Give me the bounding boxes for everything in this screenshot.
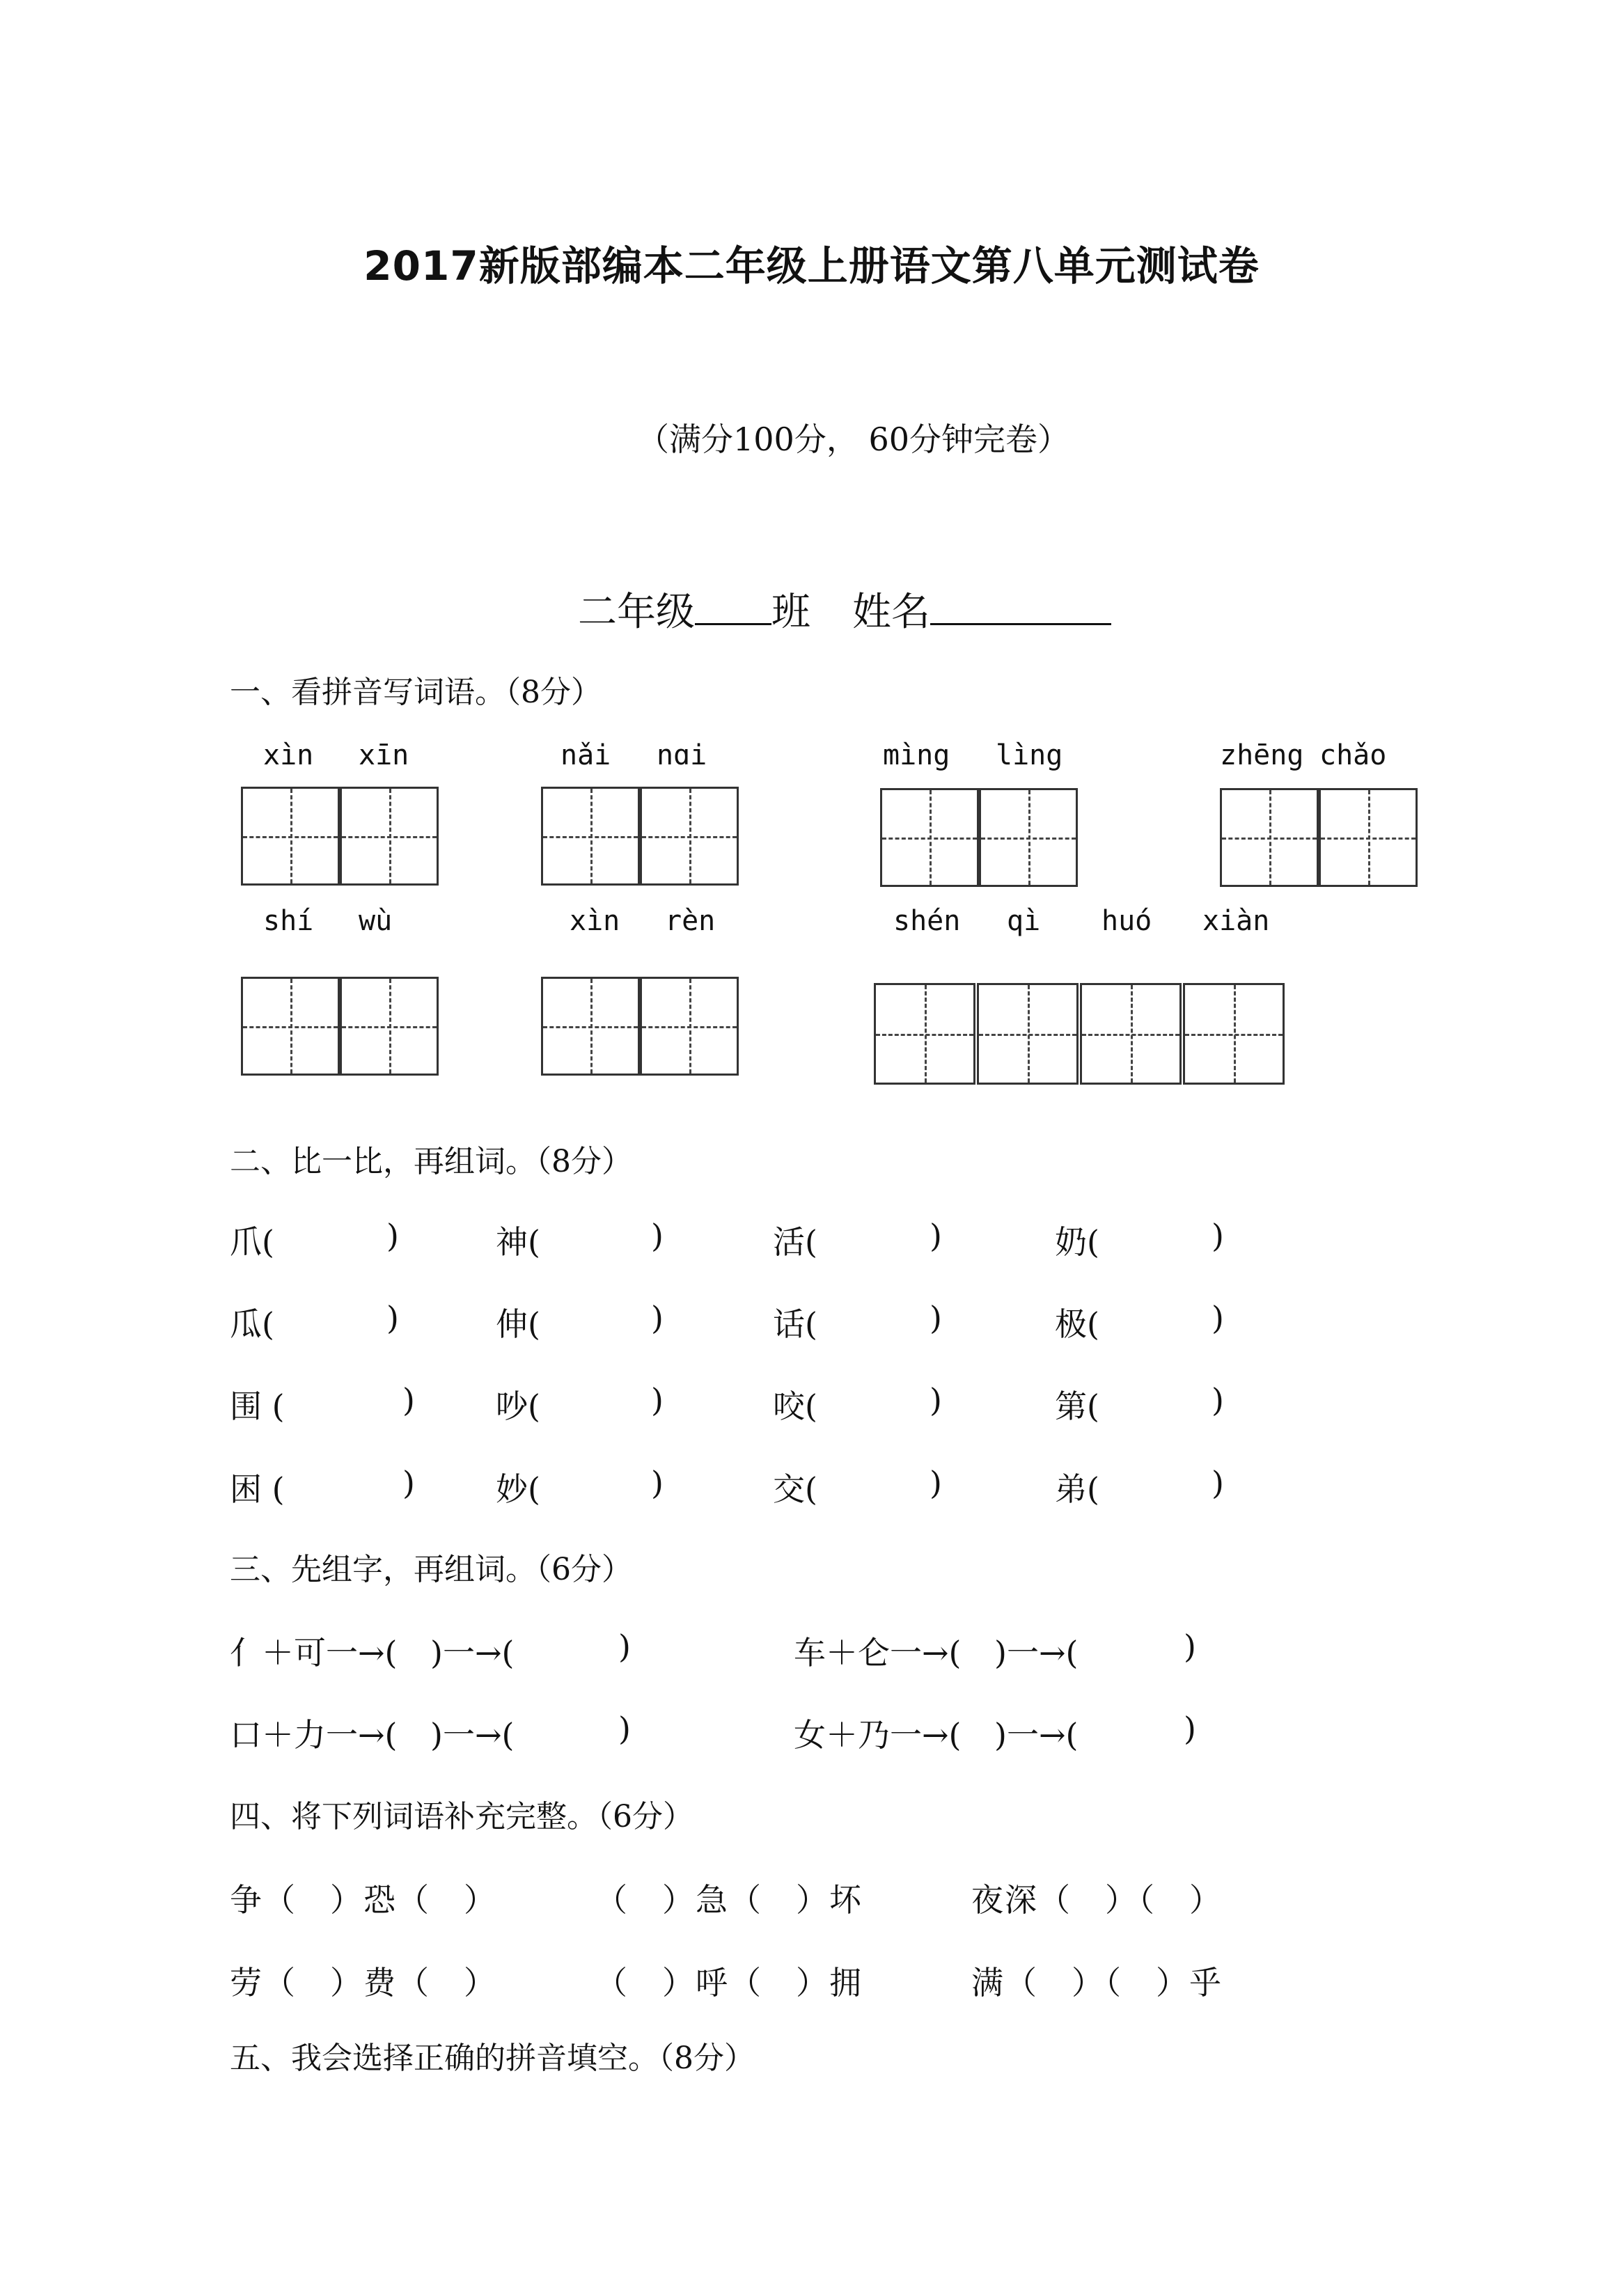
compare-char: 妙( xyxy=(496,1470,540,1508)
pinyin: wù xyxy=(359,905,393,937)
compare-blank-close: ) xyxy=(402,1381,415,1419)
pinyin: nǎi xyxy=(560,739,611,771)
writing-box[interactable] xyxy=(1080,983,1182,1085)
compare-char: 活( xyxy=(773,1223,817,1261)
combine-arrow: )一→( xyxy=(430,1634,515,1672)
section-5-heading: 五、我会选择正确的拼音填空。（8分） xyxy=(230,2041,755,2076)
writing-box[interactable] xyxy=(241,977,340,1076)
section-3-heading: 三、先组字，再组词。（6分） xyxy=(230,1552,632,1587)
pinyin: xiàn xyxy=(1202,905,1270,937)
combine-arrow: )一→( xyxy=(994,1634,1079,1672)
writing-box[interactable] xyxy=(640,787,739,886)
idiom-item: 满（ ）（ ）乎 xyxy=(971,1964,1223,2002)
compare-blank-close: ) xyxy=(651,1381,664,1419)
compare-blank-close: ) xyxy=(651,1217,664,1255)
compare-char: 咬( xyxy=(773,1387,817,1425)
combine-arrow: )一→( xyxy=(430,1716,515,1754)
combine-close: ) xyxy=(618,1710,631,1747)
combine-close: ) xyxy=(1184,1628,1196,1665)
writing-box[interactable] xyxy=(640,977,739,1076)
name-label: 姓名 xyxy=(852,590,930,635)
compare-blank-close: ) xyxy=(930,1217,942,1255)
compare-blank-close: ) xyxy=(402,1464,415,1502)
section-4-heading: 四、将下列词语补充完整。（6分） xyxy=(230,1799,693,1834)
compare-blank-close: ) xyxy=(1212,1381,1224,1419)
pinyin: nɑi xyxy=(657,739,707,771)
writing-box[interactable] xyxy=(979,788,1078,887)
student-info-line xyxy=(578,581,1111,637)
compare-char: 极( xyxy=(1055,1305,1099,1343)
class-label: 班 xyxy=(771,590,810,635)
writing-box[interactable] xyxy=(541,977,640,1076)
compare-blank-close: ) xyxy=(386,1299,399,1337)
name-blank[interactable] xyxy=(930,586,1111,625)
compare-blank-close: ) xyxy=(1212,1217,1224,1255)
combine-formula: 女＋乃一→( xyxy=(794,1716,962,1754)
compare-char: 弟( xyxy=(1055,1470,1099,1508)
compare-char: 奶( xyxy=(1055,1223,1099,1261)
writing-box[interactable] xyxy=(241,787,340,886)
writing-box[interactable] xyxy=(977,983,1079,1085)
combine-formula: 口＋力一→( xyxy=(230,1716,398,1754)
compare-char: 神( xyxy=(496,1223,540,1261)
writing-box[interactable] xyxy=(1220,788,1319,887)
combine-close: ) xyxy=(1184,1710,1196,1747)
class-blank[interactable] xyxy=(695,586,771,625)
pinyin: chǎo xyxy=(1319,739,1387,771)
writing-box[interactable] xyxy=(880,788,979,887)
idiom-item: 争（ ）恐（ ） xyxy=(230,1881,497,1919)
compare-blank-close: ) xyxy=(651,1299,664,1337)
writing-box[interactable] xyxy=(1319,788,1418,887)
pinyin: xīn xyxy=(359,739,409,771)
compare-char: 爪( xyxy=(230,1223,274,1261)
pinyin: mìng xyxy=(883,739,950,771)
pinyin: shí xyxy=(263,905,314,937)
compare-blank-close: ) xyxy=(930,1464,942,1502)
writing-box[interactable] xyxy=(1183,983,1285,1085)
section-1-heading: 一、看拼音写词语。（8分） xyxy=(230,675,602,710)
pinyin: qì xyxy=(1007,905,1041,937)
writing-box[interactable] xyxy=(340,977,439,1076)
compare-blank-close: ) xyxy=(651,1464,664,1502)
pinyin: rèn xyxy=(665,905,716,937)
grade-label: 二年级 xyxy=(578,590,695,635)
idiom-item: 劳（ ）费（ ） xyxy=(230,1964,497,2002)
pinyin: shén xyxy=(893,905,961,937)
combine-arrow: )一→( xyxy=(994,1716,1079,1754)
compare-char: 话( xyxy=(773,1305,817,1343)
idiom-item: （ ）呼（ ）拥 xyxy=(595,1964,863,2002)
compare-char: 困 ( xyxy=(230,1470,285,1508)
section-2-heading: 二、比一比，再组词。（8分） xyxy=(230,1144,632,1179)
compare-char: 伸( xyxy=(496,1305,540,1343)
compare-char: 瓜( xyxy=(230,1305,274,1343)
compare-char: 交( xyxy=(773,1470,817,1508)
compare-blank-close: ) xyxy=(386,1217,399,1255)
compare-char: 第( xyxy=(1055,1387,1099,1425)
combine-formula: 车＋仑一→( xyxy=(794,1634,962,1672)
writing-box[interactable] xyxy=(541,787,640,886)
idiom-item: 夜深（ ）（ ） xyxy=(971,1881,1223,1919)
page-title: 2017新版部编本二年级上册语文第八单元测试卷 xyxy=(363,242,1260,290)
page-subtitle: （满分100分， 60分钟完卷） xyxy=(637,420,1069,458)
combine-close: ) xyxy=(618,1628,631,1665)
compare-blank-close: ) xyxy=(930,1299,942,1337)
combine-formula: 亻＋可一→( xyxy=(230,1634,398,1672)
compare-char: 围 ( xyxy=(230,1387,285,1425)
compare-blank-close: ) xyxy=(1212,1299,1224,1337)
pinyin: xìn xyxy=(570,905,620,937)
idiom-item: （ ）急（ ）坏 xyxy=(595,1881,863,1919)
pinyin: huó xyxy=(1101,905,1152,937)
compare-char: 吵( xyxy=(496,1387,540,1425)
compare-blank-close: ) xyxy=(930,1381,942,1419)
pinyin: xìn xyxy=(263,739,314,771)
compare-blank-close: ) xyxy=(1212,1464,1224,1502)
pinyin: zhēng xyxy=(1220,739,1304,771)
writing-box[interactable] xyxy=(874,983,975,1085)
pinyin: lìng xyxy=(996,739,1063,771)
writing-box[interactable] xyxy=(340,787,439,886)
